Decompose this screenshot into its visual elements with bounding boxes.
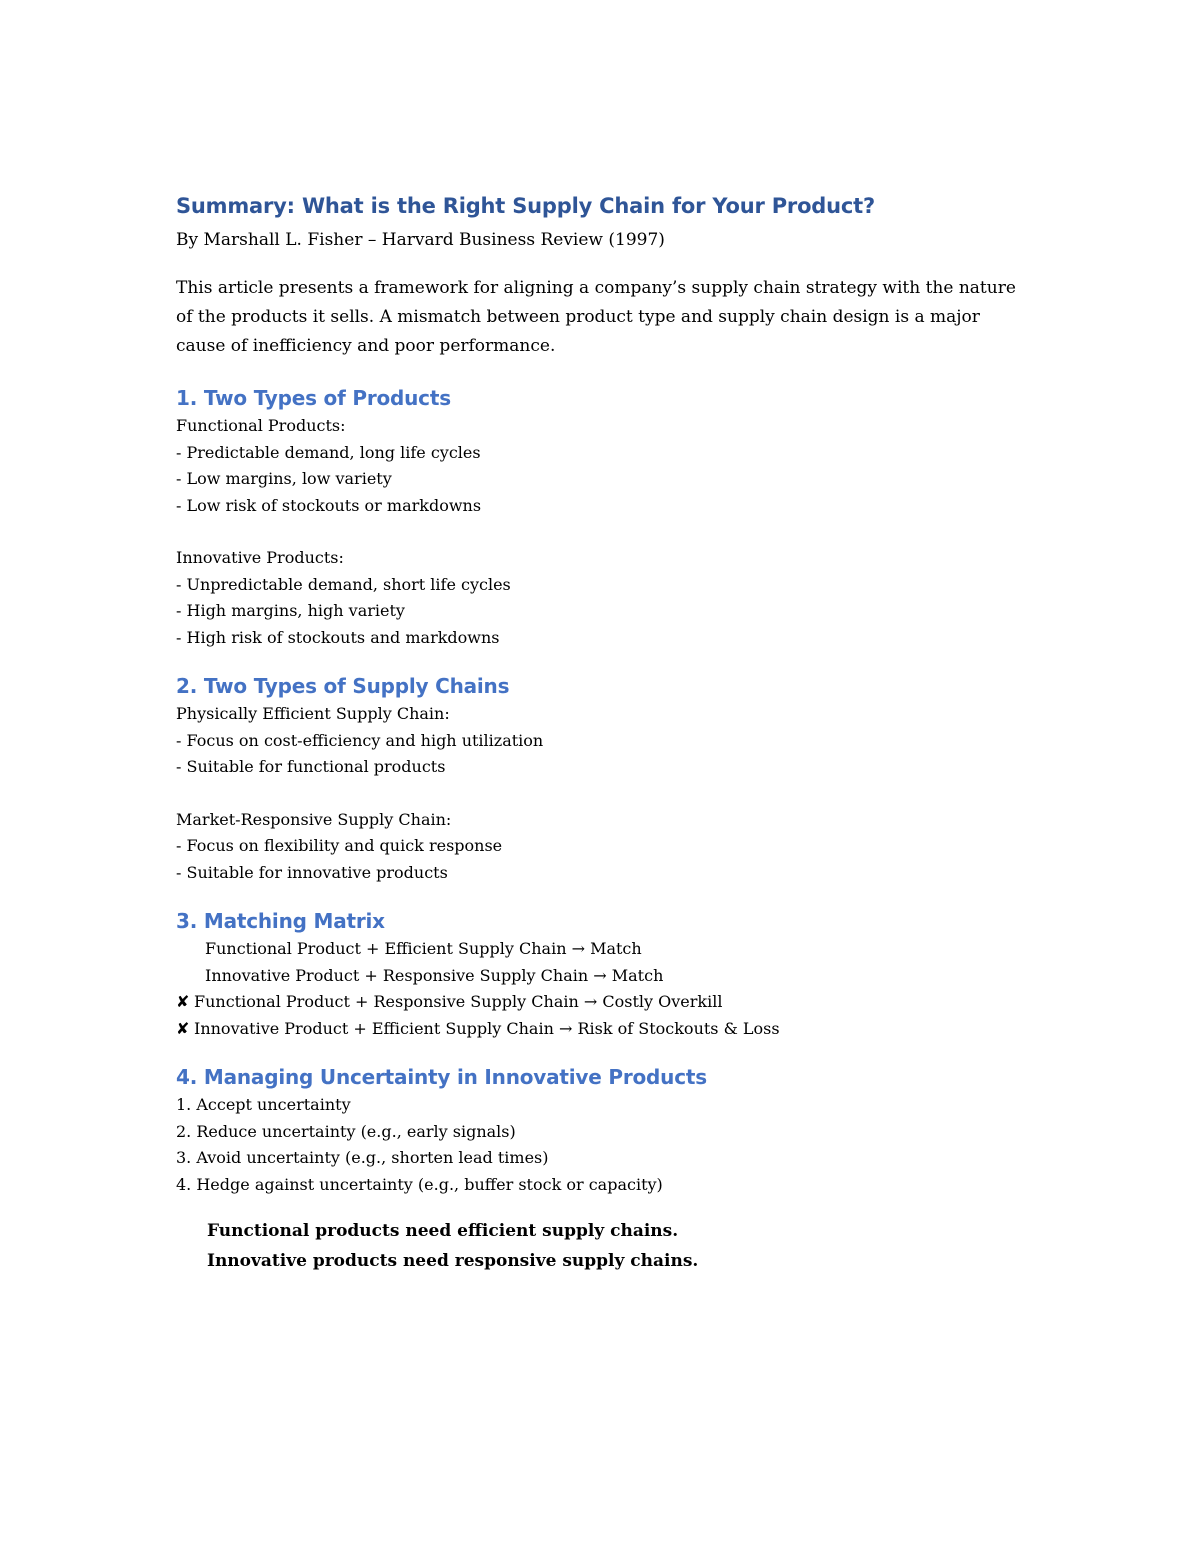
list-item: 4. Hedge against uncertainty (e.g., buffer stock or capacity)	[176, 1174, 663, 1194]
spacer	[176, 781, 1036, 807]
list-item: - Suitable for innovative products	[176, 862, 448, 882]
matrix-row	[176, 989, 1036, 1016]
section-product-types	[176, 383, 1036, 651]
list-item: 1. Accept uncertainty	[176, 1095, 351, 1114]
list-item: - High margins, high variety	[176, 601, 405, 620]
section-heading: 2. Two Types of Supply Chains	[176, 674, 510, 698]
document-page	[176, 190, 1036, 1276]
responsive-chain-label: Market-Responsive Supply Chain:	[176, 809, 452, 829]
byline: By Marshall L. Fisher – Harvard Business Review (1997)	[176, 230, 665, 250]
matrix-row	[176, 1016, 1036, 1043]
section-matching-matrix	[176, 906, 1036, 1042]
list-item: - Focus on flexibility and quick response	[176, 836, 503, 855]
functional-products-label: Functional Products:	[176, 416, 346, 435]
list-item: - Predictable demand, long life cycles	[176, 442, 481, 462]
efficient-chain-label: Physically Efficient Supply Chain:	[176, 704, 450, 723]
list-item: 3. Avoid uncertainty (e.g., shorten lead times)	[176, 1148, 549, 1167]
document-title: Summary: What is the Right Supply Chain for Your Product?	[176, 194, 875, 218]
matrix-row-text: Functional Product + Responsive Supply Chain → Costly Overkill	[194, 992, 723, 1011]
matrix-row-text: Innovative Product + Responsive Supply Chain → Match	[205, 965, 664, 985]
list-item: - High risk of stockouts and markdowns	[176, 627, 500, 647]
matrix-row-text: Functional Product + Efficient Supply Chain → Match	[205, 939, 642, 958]
cross-icon: ✘	[176, 1018, 190, 1038]
spacer	[176, 519, 1036, 545]
cross-icon: ✘	[176, 992, 190, 1011]
innovative-products-label: Innovative Products:	[176, 548, 344, 567]
matrix-row	[176, 963, 1036, 990]
conclusion-line: Functional products need efficient supply chains.	[207, 1221, 679, 1241]
list-item: - Low margins, low variety	[176, 469, 392, 488]
section-managing-uncertainty	[176, 1062, 1036, 1198]
matrix-row	[176, 936, 1036, 963]
list-item: - Focus on cost-efficiency and high utilization	[176, 730, 544, 750]
section-supply-chain-types	[176, 671, 1036, 886]
list-item: - Unpredictable demand, short life cycles	[176, 574, 511, 594]
section-heading: 3. Matching Matrix	[176, 909, 385, 933]
section-heading: 1. Two Types of Products	[176, 386, 451, 410]
list-item: - Low risk of stockouts or markdowns	[176, 495, 482, 515]
matrix-row-text: Innovative Product + Efficient Supply Chain → Risk of Stockouts & Loss	[194, 1018, 780, 1038]
conclusion-line: Innovative products need responsive supply chains.	[207, 1251, 699, 1271]
list-item: - Suitable for functional products	[176, 757, 446, 776]
section-heading: 4. Managing Uncertainty in Innovative Products	[176, 1065, 707, 1089]
conclusion	[176, 1216, 1036, 1276]
intro-paragraph: This article presents a framework for aligning a company’s supply chain strategy with the nature of the products it sells. A mismatch between product type and supply chain design is a major cause of inefficiency and poor performance.	[176, 278, 1016, 356]
list-item: 2. Reduce uncertainty (e.g., early signals)	[176, 1121, 516, 1141]
